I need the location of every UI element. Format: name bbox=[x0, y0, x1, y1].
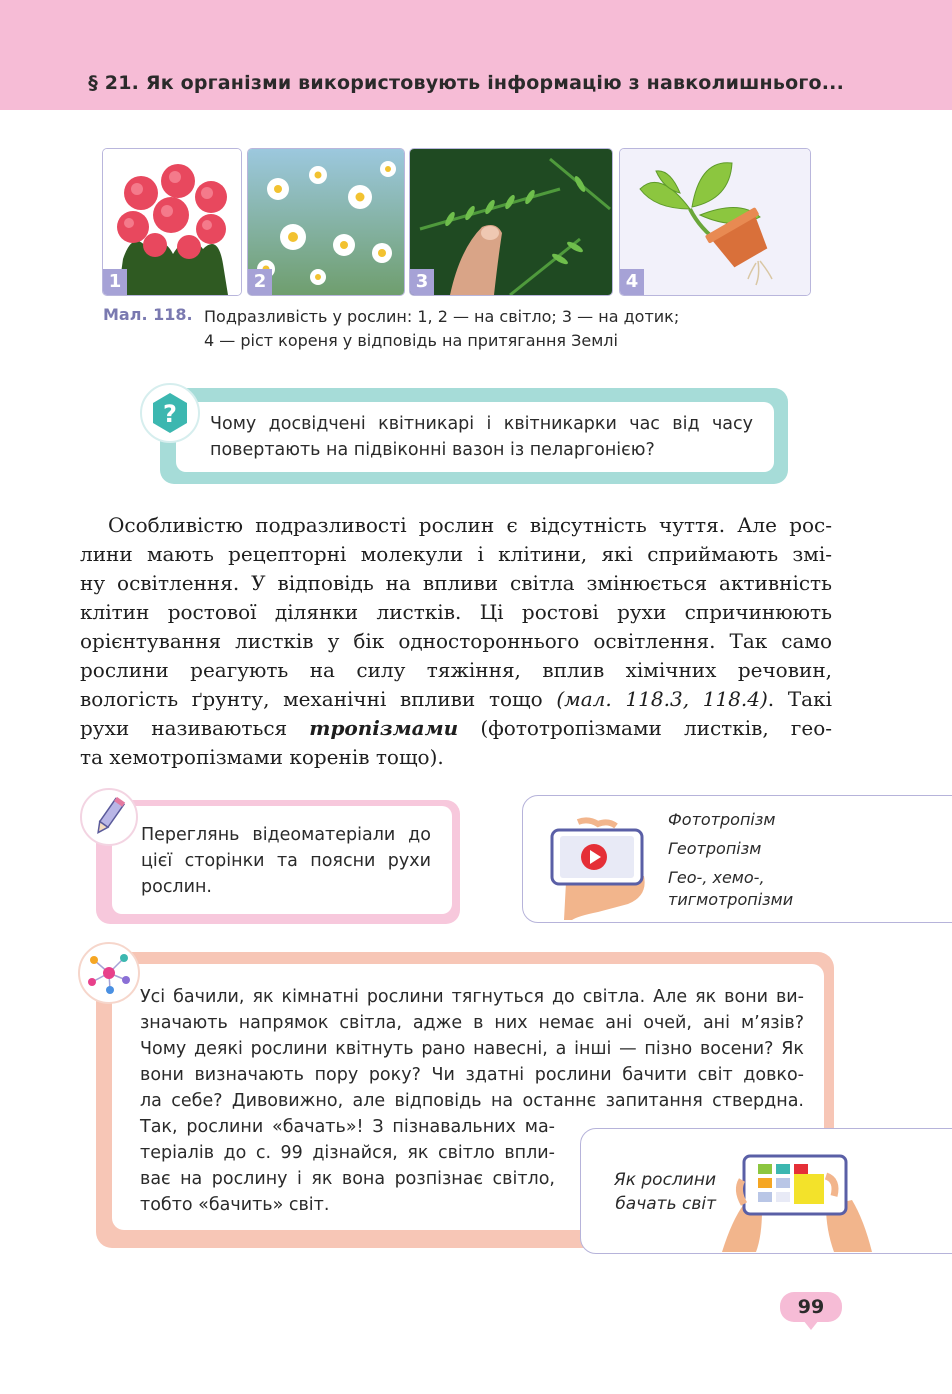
research-line: вони визначають пору року? Чи здатні рослини бачити світ довко- bbox=[140, 1065, 804, 1085]
research-line: значають напрямок світла, адже в них немає ані очей, ані м’язів? bbox=[140, 1013, 804, 1033]
research-line: ває на рослину і як вона розпізнає світло, bbox=[140, 1169, 555, 1189]
figure-caption bbox=[204, 305, 679, 353]
caption-line: Подразливість у рослин: 1, 2 — на світло; 3 — на дотик; bbox=[204, 307, 680, 326]
figure-root-gravitropism bbox=[619, 148, 811, 296]
question-text: Чому досвідчені квітникарі і квітникарки час від часу повертають на підвіконні вазон із пеларгонією? bbox=[210, 414, 753, 460]
phone-video-icon[interactable] bbox=[548, 812, 658, 920]
paragraph-text: вологість ґрунту, механічні впливи тощо bbox=[80, 687, 557, 711]
paragraph-line: орієнтування листків у бік одностороннього освітлення. Так само bbox=[80, 629, 832, 653]
question-icon bbox=[140, 383, 200, 443]
page-number: 99 bbox=[780, 1292, 842, 1322]
main-paragraph bbox=[80, 511, 832, 772]
research-line: Усі бачили, як кімнатні рослини тягнуться до світла. Але як вони ви- bbox=[140, 987, 804, 1007]
paragraph-line: Особливістю подразливості рослин є відсутність чуття. Але рос- bbox=[108, 513, 832, 537]
paragraph-line: та хемотропізмами коренів тощо). bbox=[80, 745, 444, 769]
tablet-video-icon[interactable] bbox=[722, 1150, 872, 1252]
figure-caption-label: Мал. 118. bbox=[103, 305, 193, 324]
research-line: Чому деякі рослини квітнуть рано навесні, а інші — пізно восени? Як bbox=[140, 1039, 804, 1059]
task-text: Переглянь відеоматеріали до цієї сторінки та поясни рухи рослин. bbox=[141, 825, 431, 897]
figure-number: 1 bbox=[103, 269, 127, 295]
paragraph-text: рухи називаються bbox=[80, 716, 310, 740]
paragraph-line: лини мають рецепторні молекули і клітини, які сприймають змі- bbox=[80, 542, 832, 566]
video-topic[interactable]: тигмотропізми bbox=[668, 890, 794, 909]
paragraph-line: рослини реагують на силу тяжіння, вплив хімічних речовин, bbox=[80, 658, 832, 682]
video-topic[interactable]: Гео-, хемо-, bbox=[668, 868, 765, 887]
research-line: Так, рослини «бачать»! З пізнавальних ма- bbox=[140, 1117, 555, 1137]
figure-number: 3 bbox=[410, 269, 434, 295]
figure-chamomile bbox=[247, 148, 405, 296]
research-line: ла себе? Дивовижно, але відповідь на останнє запитання ствердна. bbox=[140, 1091, 804, 1111]
figure-number: 2 bbox=[248, 269, 272, 295]
research-video-label[interactable]: Як рослини бачать світ bbox=[613, 1170, 716, 1214]
research-line: теріалів до с. 99 дізнайся, як світло впли- bbox=[140, 1143, 555, 1163]
paragraph-line: ну освітлення. У відповідь на впливи світла змінюється активність bbox=[80, 571, 832, 595]
section-title: § 21. Як організми використовують інформацію з навколишнього... bbox=[88, 72, 844, 94]
page-number-pointer bbox=[803, 1320, 819, 1330]
paragraph-text: (фототропізмами листків, гео- bbox=[458, 716, 832, 740]
caption-line: 4 — ріст кореня у відповідь на притягання Землі bbox=[204, 331, 618, 350]
figure-geranium bbox=[102, 148, 242, 296]
paragraph-line bbox=[80, 714, 832, 743]
video-topic[interactable]: Фототропізм bbox=[668, 810, 776, 829]
video-topic[interactable]: Геотропізм bbox=[668, 839, 762, 858]
paragraph-text: . Такі bbox=[767, 687, 832, 711]
svg-text:?: ? bbox=[163, 400, 177, 428]
paragraph-line: клітин ростової ділянки листків. Ці ростові рухи спричинюють bbox=[80, 600, 832, 624]
network-icon bbox=[78, 942, 140, 1004]
term-tropisms: тропізмами bbox=[309, 716, 459, 740]
figure-number: 4 bbox=[620, 269, 644, 295]
figure-mimosa bbox=[409, 148, 613, 296]
figure-reference: (мал. 118.3, 118.4) bbox=[556, 687, 768, 711]
research-line: тобто «бачить» світ. bbox=[140, 1195, 330, 1215]
pencil-icon bbox=[80, 788, 138, 846]
paragraph-line bbox=[80, 685, 832, 714]
